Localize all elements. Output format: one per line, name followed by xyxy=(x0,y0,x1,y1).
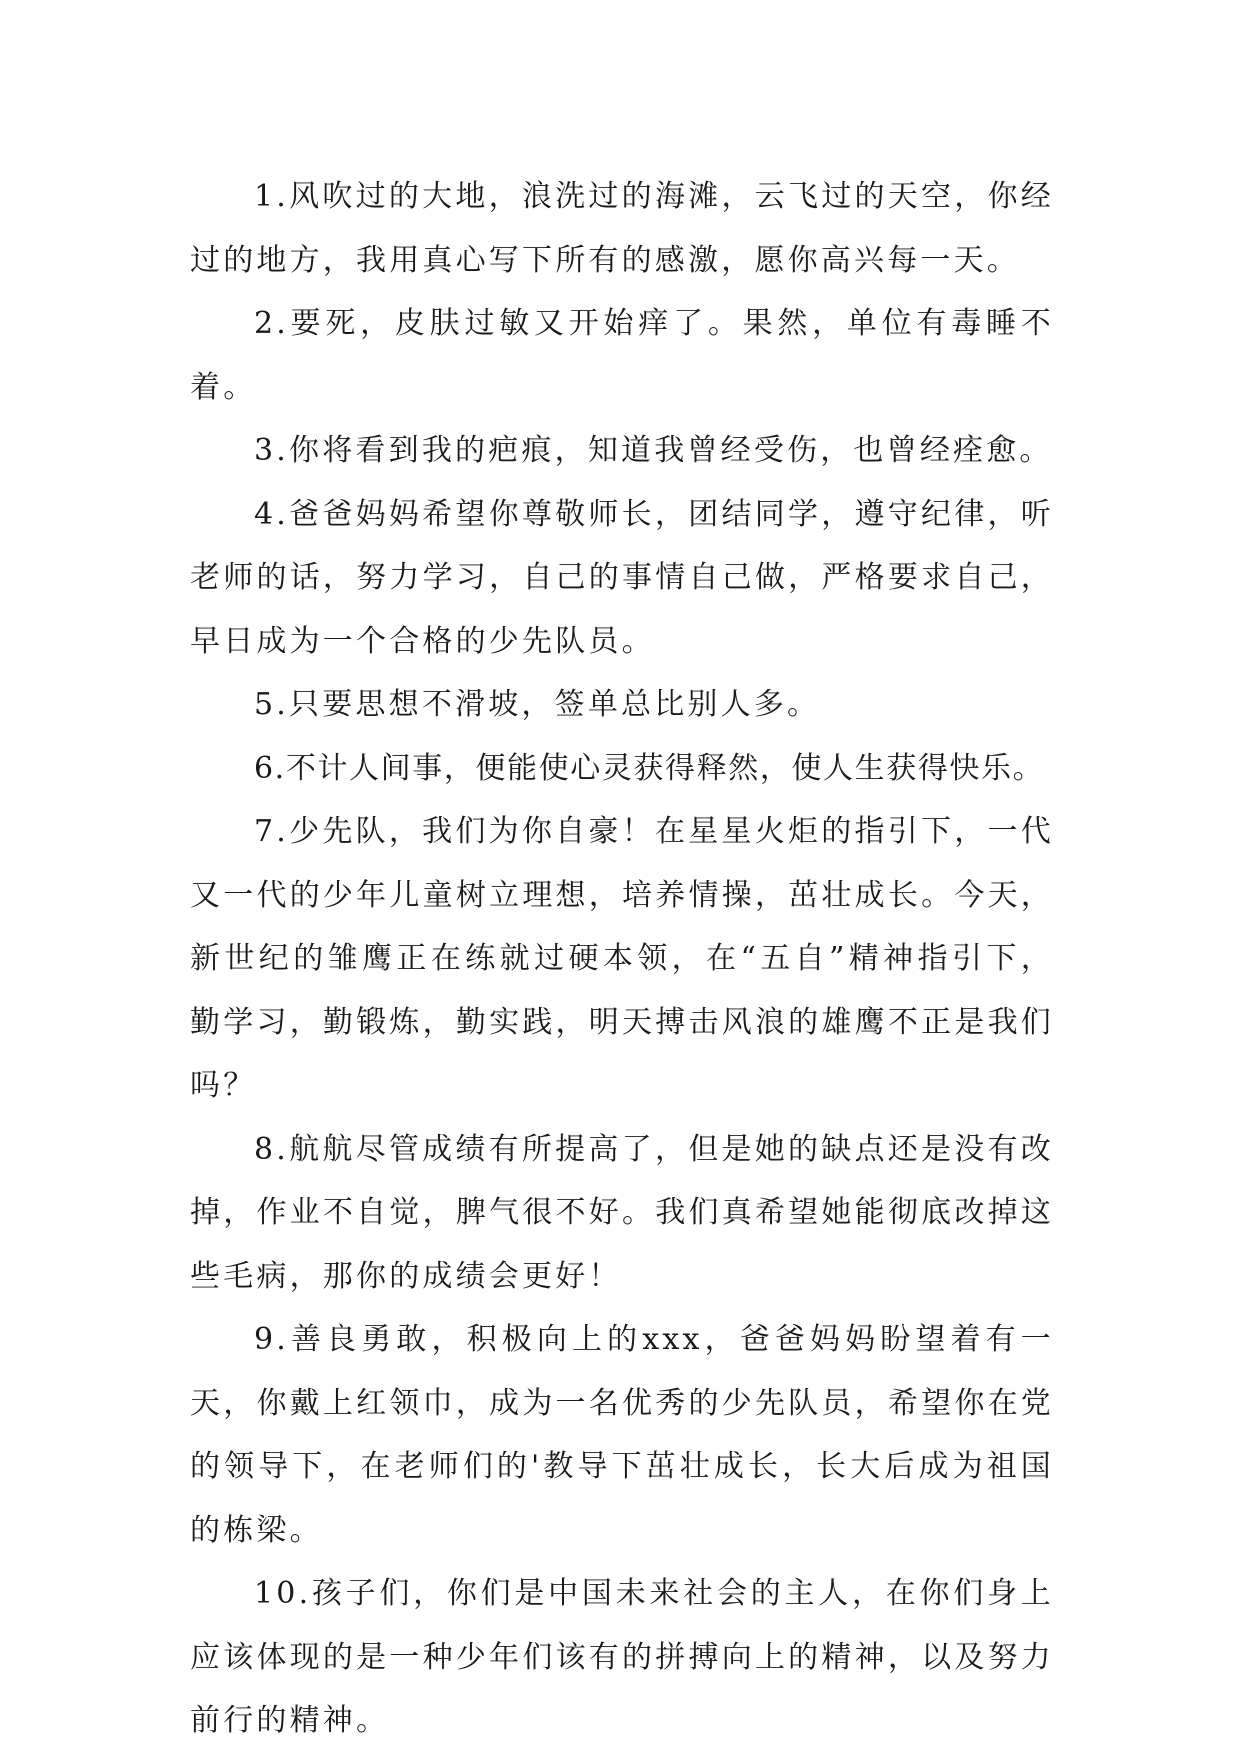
paragraph-8: 8.航航尽管成绩有所提高了，但是她的缺点还是没有改掉，作业不自觉，脾气很不好。我们真希望她能彻底改掉这些毛病，那你的成绩会更好！ xyxy=(190,1131,1054,1294)
paragraph-10: 10.孩子们，你们是中国未来社会的主人，在你们身上应该体现的是一种少年们该有的拼搏向上的精神，以及努力前行的精神。 xyxy=(190,1576,1054,1738)
paragraph-4: 4.爸爸妈妈希望你尊敬师长，团结同学，遵守纪律，听老师的话，努力学习，自己的事情自己做，严格要求自己，早日成为一个合格的少先队员。 xyxy=(190,496,1054,659)
paragraph-1: 1.风吹过的大地，浪洗过的海滩，云飞过的天空，你经过的地方，我用真心写下所有的感激，愿你高兴每一天。 xyxy=(190,179,1054,278)
paragraph-5: 5.只要思想不滑坡，签单总比别人多。 xyxy=(254,687,821,722)
paragraph-2: 2.要死，皮肤过敏又开始痒了。果然，单位有毒睡不着。 xyxy=(190,306,1054,405)
document-body xyxy=(190,165,1054,1753)
paragraph-9: 9.善良勇敢，积极向上的xxx，爸爸妈妈盼望着有一天，你戴上红领巾，成为一名优秀的少先队员，希望你在党的领导下，在老师们的'教导下茁壮成长，长大后成为祖国的栋梁。 xyxy=(190,1322,1054,1548)
paragraph-7: 7.少先队，我们为你自豪！在星星火炬的指引下，一代又一代的少年儿童树立理想，培养情操，茁壮成长。今天，新世纪的雏鹰正在练就过硬本领，在“五自”精神指引下，勤学习，勤锻炼，勤实践，明天搏击风浪的雄鹰不正是我们吗？ xyxy=(190,814,1054,1103)
paragraph-6: 6.不计人间事，便能使心灵获得释然，使人生获得快乐。 xyxy=(254,750,1045,786)
paragraph-3: 3.你将看到我的疤痕，知道我曾经受伤，也曾经痊愈。 xyxy=(254,433,1053,468)
